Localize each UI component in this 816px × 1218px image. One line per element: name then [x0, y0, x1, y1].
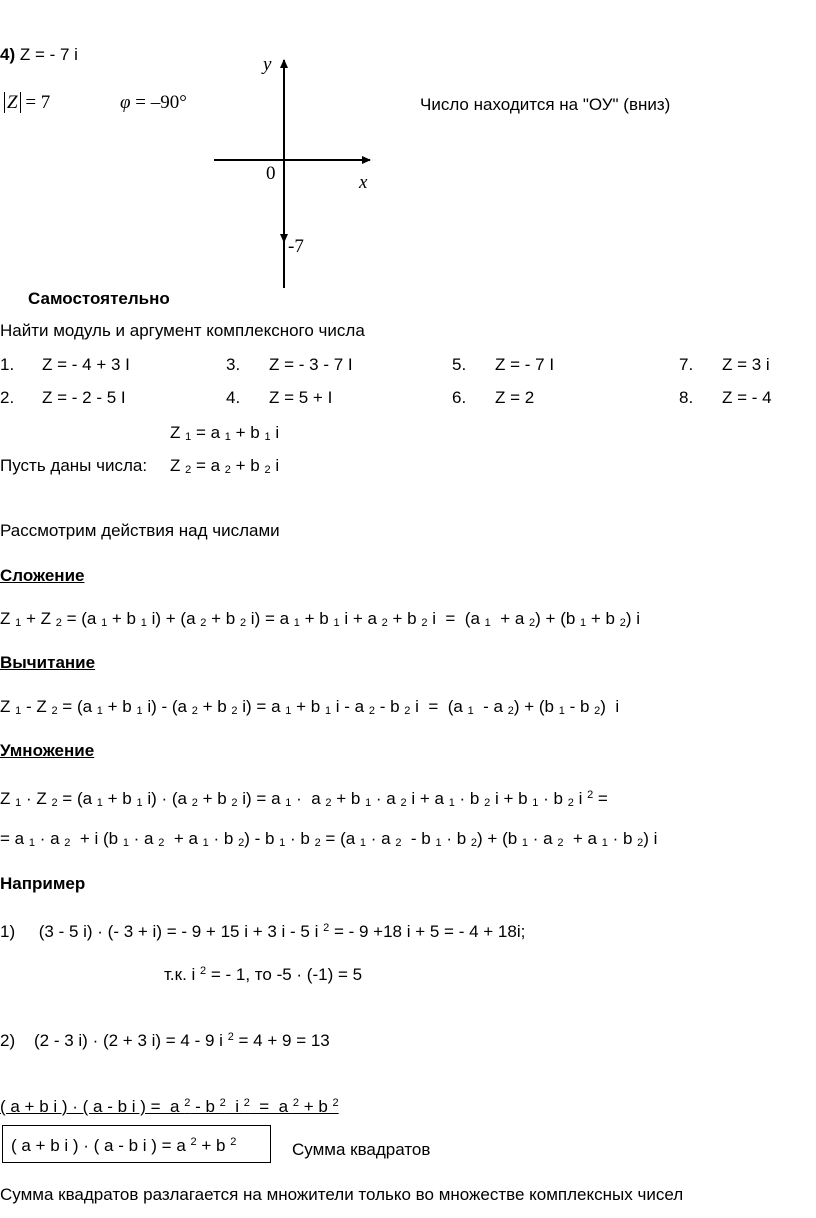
problem-expr: Z = 5 + I	[269, 388, 333, 407]
operations-intro: Рассмотрим действия над числами	[0, 521, 280, 540]
final-note: Сумма квадратов разлагается на множители только во множестве комплексных чисел	[0, 1185, 684, 1204]
self-study-title: Самостоятельно	[28, 289, 170, 308]
problem-expr: Z = - 4	[722, 388, 772, 407]
y-axis-label: y	[263, 54, 272, 75]
point-label: -7	[288, 236, 304, 257]
given-intro: Пусть даны числа:	[0, 456, 148, 475]
problem-item: 8.	[679, 388, 694, 407]
origin-label: 0	[266, 163, 276, 184]
addition-formula: Z $_1$ + Z $_2$ = (a $_1$ + b $_1$ i) + (a $_2$ + b $_2$ i) = a $_1$ + b $_1$ i + a $_2$ + b $_2$ i = (a $_1$ + a $_2$) + (b $_1$ + b $_2$) i	[0, 609, 641, 629]
problem-equation: Z = - 7 i	[19, 45, 78, 64]
problem-expr: Z = 2	[495, 388, 535, 407]
problem-item: 5.	[452, 355, 467, 374]
x-axis-label: x	[359, 172, 368, 193]
subtraction-heading: Вычитание	[0, 653, 96, 672]
identity-derivation: ( a + b i ) · ( a - b i ) = a $^2$ - b $^2$ i $^2$ = a $^2$ + b $^2$	[0, 1097, 339, 1116]
multiplication-formula-2: = a $_1$ · a $_2$ + i (b $_1$ · a $_2$ + a $_1$ · b $_2$) - b $_1$ · b $_2$ = (a $_1$ · a $_2$ - b $_1$ · b $_2$) + (b $_1$ · a $_2$ + a $_1$ · b $_2$) i	[0, 829, 658, 849]
identity-box: ( a + b i ) · ( a - b i ) = a $^2$ + b $^2$	[2, 1125, 271, 1163]
self-study-task: Найти модуль и аргумент комплексного числа	[0, 321, 365, 340]
problem-expr: Z = - 7 I	[495, 355, 555, 374]
problem-expr: Z = - 2 - 5 I	[42, 388, 126, 407]
problem-item: 6.	[452, 388, 467, 407]
sum-of-squares-label: Сумма квадратов	[292, 1140, 431, 1159]
location-note: Число находится на "ОУ" (вниз)	[420, 95, 671, 114]
addition-heading: Сложение	[0, 566, 85, 585]
problem-item: 1.	[0, 355, 15, 374]
phi-value: = –90°	[135, 92, 187, 113]
problem-item: 3.	[226, 355, 241, 374]
problem-item: 7.	[679, 355, 694, 374]
problem-expr: Z = 3 i	[722, 355, 770, 374]
z2-definition: Z $_2$ = a $_2$ + b $_2$ i	[170, 456, 280, 476]
example-2: 2) (2 - 3 i) · (2 + 3 i) = 4 - 9 i $^2$ = 4 + 9 = 13	[0, 1031, 330, 1050]
example-1-note: т.к. i $^2$ = - 1, то -5 · (-1) = 5	[164, 965, 363, 984]
z1-definition: Z $_1$ = a $_1$ + b $_1$ i	[170, 423, 280, 443]
modulus-value: = 7	[25, 92, 51, 113]
problem-item: 4.	[226, 388, 241, 407]
multiplication-formula-1: Z $_1$ · Z $_2$ = (a $_1$ + b $_1$ i) · (a $_2$ + b $_2$ i) = a $_1$ · a $_2$ + b $_1$ · a $_2$ i + a $_1$ · b $_2$ i + b $_1$ · b $_2$ i $^2$ =	[0, 789, 608, 809]
problem-number: 4)	[0, 45, 16, 64]
problem-header	[0, 45, 78, 65]
problem-item: 2.	[0, 388, 15, 407]
multiplication-heading: Умножение	[0, 741, 95, 760]
phi-symbol: φ	[120, 92, 131, 113]
example-1: 1) (3 - 5 i) · (- 3 + i) = - 9 + 15 i + 3 i - 5 i $^2$ = - 9 +18 i + 5 = - 4 + 18i;	[0, 922, 526, 941]
modulus-bars: Z	[4, 92, 21, 113]
example-heading: Например	[0, 874, 86, 893]
modulus-expression	[4, 93, 50, 113]
problem-expr: Z = - 4 + 3 I	[42, 355, 130, 374]
argument-expression	[120, 93, 187, 113]
problem-expr: Z = - 3 - 7 I	[269, 355, 353, 374]
subtraction-formula: Z $_1$ - Z $_2$ = (a $_1$ + b $_1$ i) - (a $_2$ + b $_2$ i) = a $_1$ + b $_1$ i - a $_2$ - b $_2$ i = (a $_1$ - a $_2$) + (b $_1$ - b $_2$) i	[0, 697, 620, 717]
